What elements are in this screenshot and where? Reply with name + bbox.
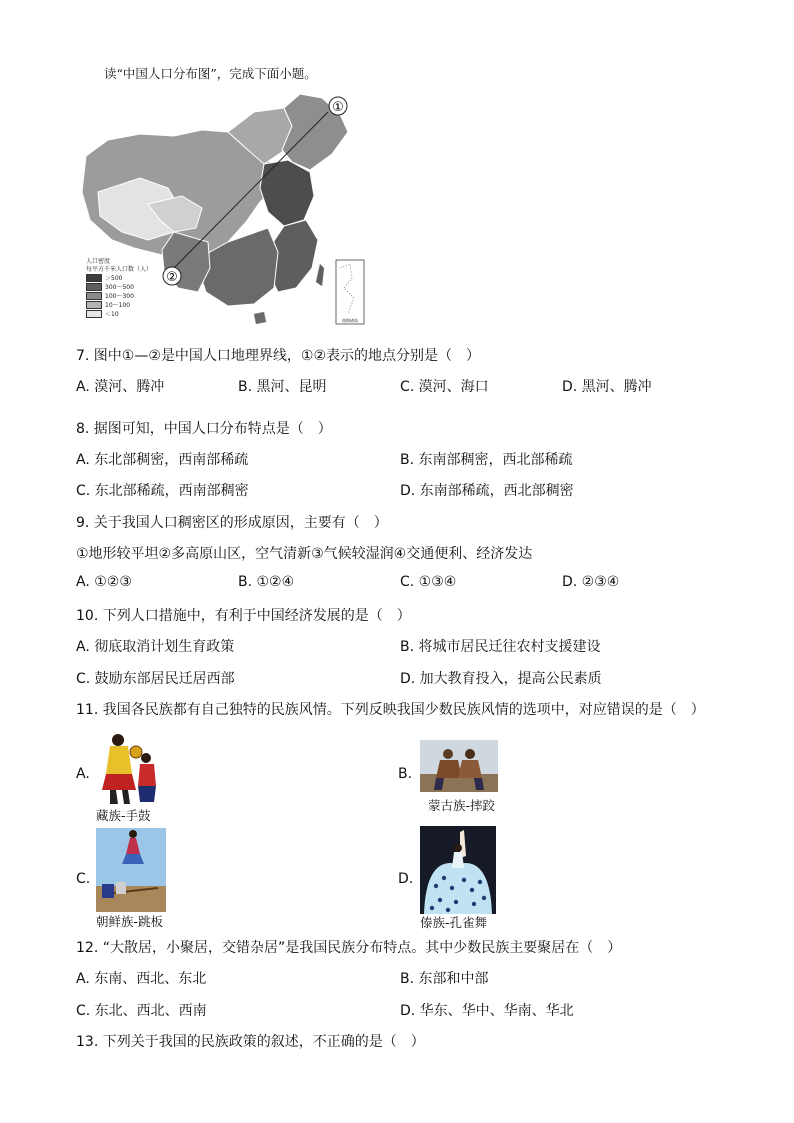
legend-label: 100～300	[105, 293, 134, 300]
south-china-sea-inset	[336, 260, 364, 324]
legend-label: ＜10	[105, 311, 119, 318]
legend-item	[86, 309, 134, 318]
question-10-stem: 10. 下列人口措施中，有利于中国经济发展的是（ ）	[76, 608, 411, 624]
tibetan-dance-image	[96, 730, 166, 806]
question-7-option-a[interactable]: A. 漠河、腾冲	[76, 379, 165, 395]
question-8-option-d[interactable]: D. 东南部稀疏，西北部稠密	[400, 483, 574, 499]
question-8-stem: 8. 据图可知，中国人口分布特点是（ ）	[76, 421, 332, 437]
question-8-option-a[interactable]: A. 东北部稠密，西南部稀疏	[76, 452, 249, 468]
legend-label: 10～100	[105, 302, 131, 309]
mongolian-wrestling-image	[420, 740, 498, 792]
question-11-option-a-letter[interactable]: A.	[76, 766, 90, 782]
legend-label: ＞500	[105, 275, 123, 282]
question-12-option-c[interactable]: C. 东北、西北、西南	[76, 1003, 207, 1019]
question-12-option-d[interactable]: D. 华东、华中、华南、华北	[400, 1003, 574, 1019]
question-11-caption-d: 傣族-孔雀舞	[420, 915, 488, 930]
legend-swatch	[86, 292, 102, 300]
intro-text: 读“中国人口分布图”，完成下面小题。	[104, 66, 317, 81]
question-9-option-b[interactable]: B. ①②④	[238, 574, 295, 590]
legend-swatch	[86, 283, 102, 291]
question-11-stem: 11. 我国各民族都有自己独特的民族风情。下列反映我国少数民族风情的选项中，对应错误的是（ ）	[76, 702, 705, 718]
legend-swatch	[86, 310, 102, 318]
legend-item	[86, 300, 134, 309]
question-11-option-d-letter[interactable]: D.	[398, 871, 414, 887]
question-9-option-c[interactable]: C. ①③④	[400, 574, 457, 590]
legend-title-1: 人口密度	[86, 258, 111, 265]
korean-seesaw-image	[96, 828, 166, 912]
map-region-hainan	[254, 312, 266, 324]
question-7-option-c[interactable]: C. 漠河、海口	[400, 379, 489, 395]
legend-title-2: 每平方千米人口数（人）	[86, 266, 153, 273]
question-8-option-c[interactable]: C. 东北部稀疏，西南部稠密	[76, 483, 249, 499]
question-9-stem: 9. 关于我国人口稠密区的形成原因，主要有（ ）	[76, 515, 388, 531]
peacock-dance-image	[420, 826, 496, 914]
inset-label: 南海诸岛	[342, 318, 358, 323]
question-7-option-d[interactable]: D. 黑河、腾冲	[562, 379, 652, 395]
legend-swatch	[86, 301, 102, 309]
question-12-option-b[interactable]: B. 东部和中部	[400, 971, 489, 987]
question-12-stem: 12. “大散居，小聚居，交错杂居”是我国民族分布特点。其中少数民族主要聚居在（ ）	[76, 940, 622, 956]
question-11-caption-c: 朝鲜族-跳板	[96, 914, 164, 929]
legend	[86, 273, 134, 318]
question-8-option-b[interactable]: B. 东南部稠密，西北部稀疏	[400, 452, 573, 468]
question-9-option-d[interactable]: D. ②③④	[562, 574, 620, 590]
question-7-option-b[interactable]: B. 黑河、昆明	[238, 379, 327, 395]
legend-label: 300～500	[105, 284, 134, 291]
question-10-option-b[interactable]: B. 将城市居民迁往农村支援建设	[400, 639, 601, 655]
question-7-stem: 7. 图中①—②是中国人口地理界线，①②表示的地点分别是（ ）	[76, 348, 481, 364]
question-11-option-c-letter[interactable]: C.	[76, 871, 91, 887]
question-11-caption-b: 蒙古族-摔跤	[428, 798, 496, 813]
population-map	[78, 92, 368, 328]
question-12-option-a[interactable]: A. 东南、西北、东北	[76, 971, 207, 987]
question-10-option-c[interactable]: C. 鼓励东部居民迁居西部	[76, 671, 235, 687]
marker-1: ①	[332, 100, 344, 115]
question-13-stem: 13. 下列关于我国的民族政策的叙述，不正确的是（ ）	[76, 1034, 425, 1050]
question-11-caption-a: 藏族-手鼓	[96, 808, 151, 823]
question-11-option-b-letter[interactable]: B.	[398, 766, 413, 782]
legend-item	[86, 291, 134, 300]
question-9-option-a[interactable]: A. ①②③	[76, 574, 132, 590]
map-region-north-china	[260, 160, 314, 226]
legend-item	[86, 273, 134, 282]
question-10-option-a[interactable]: A. 彻底取消计划生育政策	[76, 639, 235, 655]
question-10-option-d[interactable]: D. 加大教育投入，提高公民素质	[400, 671, 602, 687]
marker-2: ②	[166, 270, 178, 285]
legend-swatch	[86, 274, 102, 282]
question-9-statements: ①地形较平坦②多高原山区，空气清新③气候较湿润④交通便利、经济发达	[76, 546, 533, 562]
legend-item	[86, 282, 134, 291]
map-region-taiwan	[316, 264, 324, 286]
